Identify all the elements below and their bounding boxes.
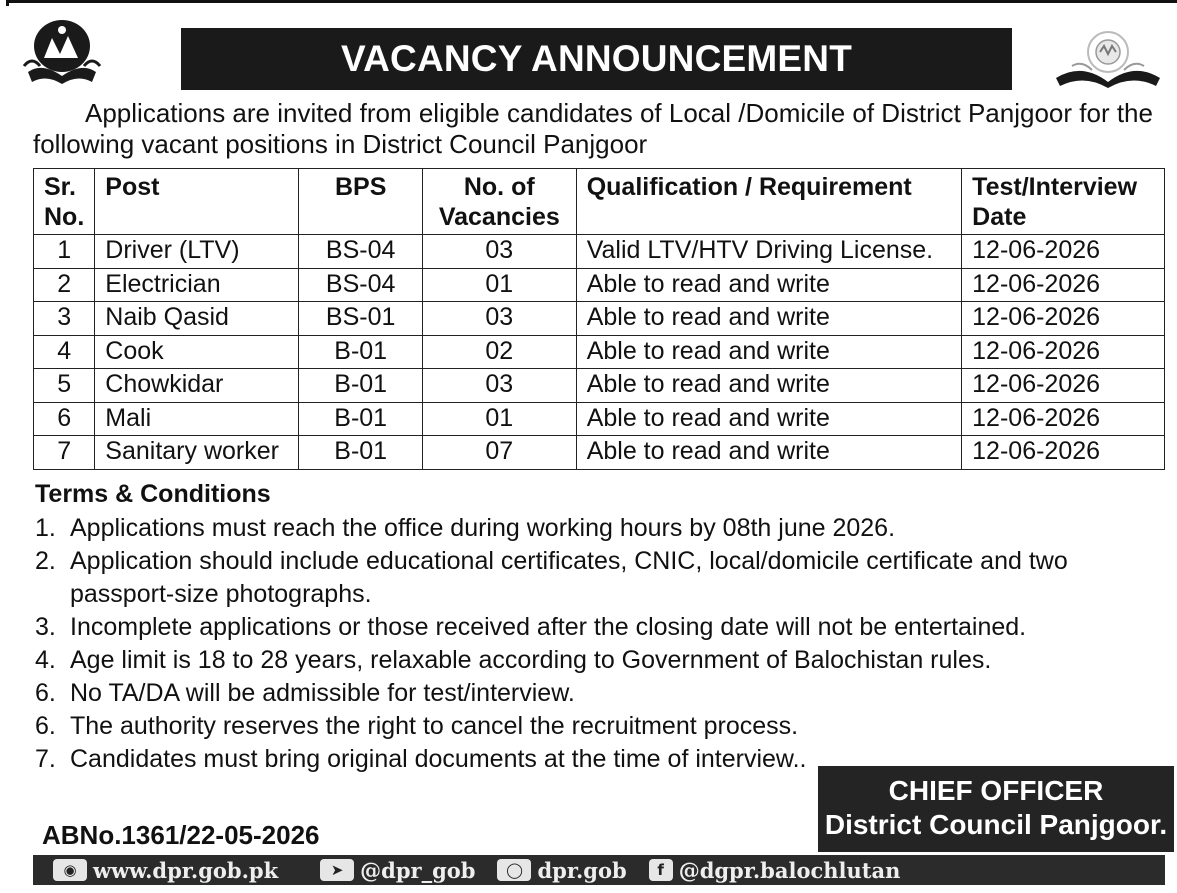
ab-number: ABNo.1361/22-05-2026 [42, 820, 320, 850]
header-vacancies: No. of Vacancies [422, 169, 576, 235]
cell-bps: BS-01 [299, 302, 422, 336]
cell-vacancies: 01 [422, 268, 576, 302]
cell-date: 12-06-2026 [962, 369, 1165, 403]
cell-post: Mali [95, 402, 299, 436]
term-text: The authority reserves the right to cancel the recruitment process. [70, 712, 799, 740]
cell-bps: BS-04 [299, 268, 422, 302]
footer-facebook[interactable]: f @dgpr.balochlutan [649, 858, 901, 883]
term-text: No TA/DA will be admissible for test/interview. [70, 679, 575, 707]
cell-sr: 7 [34, 436, 95, 470]
intro-paragraph [33, 98, 1161, 160]
balochistan-emblem-icon [22, 16, 102, 88]
terms-title: Terms & Conditions [35, 480, 271, 508]
page-border [6, 0, 1177, 6]
cell-bps: B-01 [299, 335, 422, 369]
cell-post: Naib Qasid [95, 302, 299, 336]
cell-date: 12-06-2026 [962, 235, 1165, 269]
header-date: Test/Interview Date [962, 169, 1165, 235]
table-row [34, 335, 1165, 369]
cell-qualification: Able to read and write [576, 302, 961, 336]
term-number: 6. [35, 712, 56, 740]
intro-line-2: following vacant positions in District Council Panjgoor [33, 129, 648, 159]
cell-vacancies: 01 [422, 402, 576, 436]
signature-block [818, 766, 1174, 852]
cell-sr: 6 [34, 402, 95, 436]
term-item [35, 677, 1163, 710]
term-text: Age limit is 18 to 28 years, relaxable according to Government of Balochistan rules. [70, 646, 992, 674]
cell-bps: B-01 [299, 402, 422, 436]
table-row [34, 302, 1165, 336]
officer-title: CHIEF OFFICER [888, 775, 1104, 806]
cell-sr: 1 [34, 235, 95, 269]
cell-qualification: Able to read and write [576, 402, 961, 436]
term-item [35, 611, 1163, 644]
cell-post: Driver (LTV) [95, 235, 299, 269]
cell-qualification: Able to read and write [576, 369, 961, 403]
cell-date: 12-06-2026 [962, 402, 1165, 436]
term-item [35, 545, 1163, 611]
cell-post: Chowkidar [95, 369, 299, 403]
cell-sr: 3 [34, 302, 95, 336]
term-item [35, 710, 1163, 743]
header-bps: BPS [299, 169, 422, 235]
facebook-icon: f [649, 859, 673, 881]
footer-website[interactable]: ◉ www.dpr.gob.pk [53, 858, 278, 883]
intro-line-1: Applications are invited from eligible candidates of Local /Domicile of District Panjgoor for the [85, 98, 1153, 128]
cell-sr: 5 [34, 369, 95, 403]
term-number: 7. [35, 745, 56, 773]
table-row [34, 235, 1165, 269]
footer-bar [33, 855, 1165, 885]
term-number: 6. [35, 679, 56, 707]
cell-bps: B-01 [299, 369, 422, 403]
cell-date: 12-06-2026 [962, 335, 1165, 369]
header-sr: Sr. No. [34, 169, 95, 235]
cell-vacancies: 03 [422, 302, 576, 336]
cell-date: 12-06-2026 [962, 302, 1165, 336]
twitter-icon: ➤ [320, 859, 354, 881]
cell-sr: 2 [34, 268, 95, 302]
cell-qualification: Able to read and write [576, 436, 961, 470]
cell-vacancies: 07 [422, 436, 576, 470]
cell-date: 12-06-2026 [962, 268, 1165, 302]
term-number: 3. [35, 613, 56, 641]
terms-list [35, 512, 1163, 776]
term-number: 2. [35, 547, 56, 575]
cell-qualification: Able to read and write [576, 335, 961, 369]
officer-office: District Council Panjgoor. [824, 809, 1168, 840]
cell-vacancies: 03 [422, 369, 576, 403]
term-item [35, 644, 1163, 677]
instagram-icon: ◯ [497, 859, 531, 881]
page-title: VACANCY ANNOUNCEMENT [181, 28, 1012, 90]
term-text: Candidates must bring original documents at the time of interview.. [70, 745, 807, 773]
vacancy-table [33, 168, 1165, 470]
cell-sr: 4 [34, 335, 95, 369]
cell-date: 12-06-2026 [962, 436, 1165, 470]
table-row [34, 369, 1165, 403]
table-row [34, 436, 1165, 470]
cell-bps: B-01 [299, 436, 422, 470]
term-number: 4. [35, 646, 56, 674]
header-post: Post [95, 169, 299, 235]
table-row [34, 402, 1165, 436]
cell-vacancies: 02 [422, 335, 576, 369]
term-number: 1. [35, 514, 56, 542]
term-text: Application should include educational certificates, CNIC, local/domicile certificate and two passport-size photographs. [70, 547, 1068, 608]
header-qualification: Qualification / Requirement [576, 169, 961, 235]
cell-post: Sanitary worker [95, 436, 299, 470]
term-text: Incomplete applications or those received after the closing date will not be entertained. [70, 613, 1027, 641]
cell-bps: BS-04 [299, 235, 422, 269]
cell-vacancies: 03 [422, 235, 576, 269]
cell-post: Cook [95, 335, 299, 369]
footer-twitter[interactable]: ➤ @dpr_gob [320, 858, 475, 883]
cell-qualification: Valid LTV/HTV Driving License. [576, 235, 961, 269]
footer-instagram[interactable]: ◯ dpr.gob [497, 858, 626, 883]
term-text: Applications must reach the office during working hours by 08th june 2026. [70, 514, 896, 542]
table-header-row [34, 169, 1165, 235]
cell-qualification: Able to read and write [576, 268, 961, 302]
term-item [35, 512, 1163, 545]
dpr-emblem-icon [1052, 26, 1164, 90]
table-row [34, 268, 1165, 302]
globe-icon: ◉ [53, 859, 87, 881]
cell-post: Electrician [95, 268, 299, 302]
